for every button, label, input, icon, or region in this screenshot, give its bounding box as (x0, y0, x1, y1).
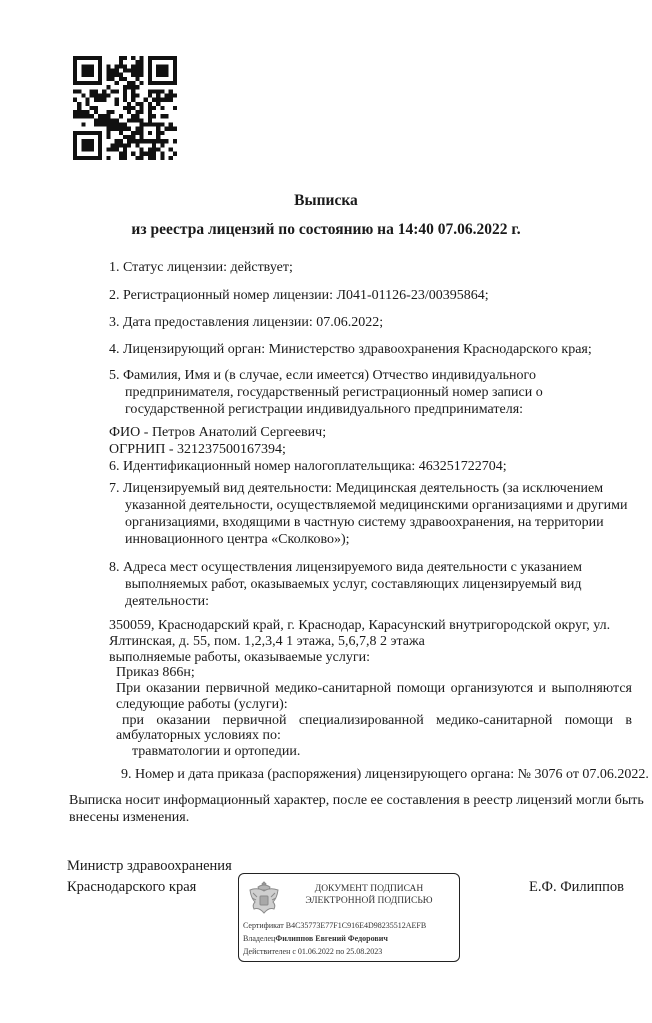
qr-code-icon (73, 55, 177, 161)
works-label: выполняемые работы, оказываемые услуги: (109, 650, 371, 665)
disclaimer-note: Выписка носит информационный характер, после ее составления в реестр лицензий могли быть (69, 793, 644, 808)
stamp-header-line: ДОКУМЕНТ ПОДПИСАН (314, 884, 424, 894)
document-subtitle: из реестра лицензий по состоянию на 14:40 07.06.2022 г. (131, 221, 521, 238)
item-addresses-cont: выполняемых работ, оказываемых услуг, составляющих лицензируемый вид (125, 577, 582, 592)
specialized-care-line: амбулаторных условиях по: (116, 728, 281, 743)
item-activity-type-cont: указанной деятельности, осуществляемой медицинскими организациями и другими (125, 498, 628, 513)
item-order-number: 9. Номер и дата приказа (распоряжения) лицензирующего органа: № 3076 от 07.06.2022. (121, 767, 649, 782)
stamp-header-line: ЭЛЕКТРОННОЙ ПОДПИСЬЮ (305, 896, 433, 906)
signatory-name: Е.Ф. Филиппов (529, 879, 625, 895)
item-license-status: 1. Статус лицензии: действует; (109, 260, 293, 275)
item-registration-number: 2. Регистрационный номер лицензии: Л041-01126-23/00395864; (109, 288, 489, 303)
primary-care-line: При оказании первичной медико-санитарной помощи организуются и выполняются (116, 681, 632, 696)
primary-care-line: следующие работы (услуги): (116, 697, 288, 712)
item-activity-type-cont: инновационного центра «Сколково»); (125, 532, 350, 547)
item-entrepreneur-label-cont: государственной регистрации индивидуального предпринимателя: (125, 402, 524, 417)
item-addresses-cont: деятельности: (125, 594, 210, 609)
entrepreneur-ogrnip: ОГРНИП - 321237500167394; (109, 442, 286, 457)
item-issue-date: 3. Дата предоставления лицензии: 07.06.2022; (109, 315, 384, 330)
owner-label: Владелец (243, 934, 276, 943)
disclaimer-note-cont: внесены изменения. (69, 810, 190, 825)
owner-value: Филиппов Евгений Федорович (275, 934, 388, 943)
item-entrepreneur-label: 5. Фамилия, Имя и (в случае, если имеется) Отчество индивидуального (109, 368, 536, 383)
signatory-position-cont: Краснодарского края (67, 879, 197, 895)
certificate-label: Сертификат (243, 921, 284, 930)
stamp-owner (243, 934, 388, 944)
item-activity-type: 7. Лицензируемый вид деятельности: Медицинская деятельность (за исключением (109, 481, 604, 496)
stamp-header (283, 883, 455, 907)
electronic-signature-stamp (238, 873, 460, 962)
document-title: Выписка (294, 192, 358, 209)
item-activity-type-cont: организациями, входящими в частную систему здравоохранения, на территории (125, 515, 604, 530)
order-reference: Приказ 866н; (116, 665, 195, 680)
stamp-certificate (243, 921, 426, 931)
address-line: 350059, Краснодарский край, г. Краснодар, Карасунский внутригородской округ, ул. (109, 618, 611, 633)
signatory-position: Министр здравоохранения (67, 858, 232, 874)
entrepreneur-fio: ФИО - Петров Анатолий Сергеевич; (109, 425, 327, 440)
specialized-care-line: при оказании первичной специализированной медико-санитарной помощи в (122, 713, 632, 728)
certificate-value: B4C35773E77F1C916E4D98235512AEFB (285, 921, 427, 930)
item-addresses: 8. Адреса мест осуществления лицензируемого вида деятельности с указанием (109, 560, 582, 575)
address-line: Ялтинская, д. 55, пом. 1,2,3,4 1 этажа, 5,6,7,8 2 этажа (109, 634, 425, 649)
item-entrepreneur-label-cont: предпринимателя, государственный регистрационный номер записи о (125, 385, 543, 400)
specialty: травматологии и ортопедии. (132, 744, 301, 759)
coat-of-arms-icon (247, 879, 281, 917)
stamp-validity: Действителен с 01.06.2022 по 25.08.2023 (243, 947, 383, 956)
item-licensing-authority: 4. Лицензирующий орган: Министерство здравоохранения Краснодарского края; (109, 342, 592, 357)
item-inn: 6. Идентификационный номер налогоплательщика: 463251722704; (109, 459, 507, 474)
